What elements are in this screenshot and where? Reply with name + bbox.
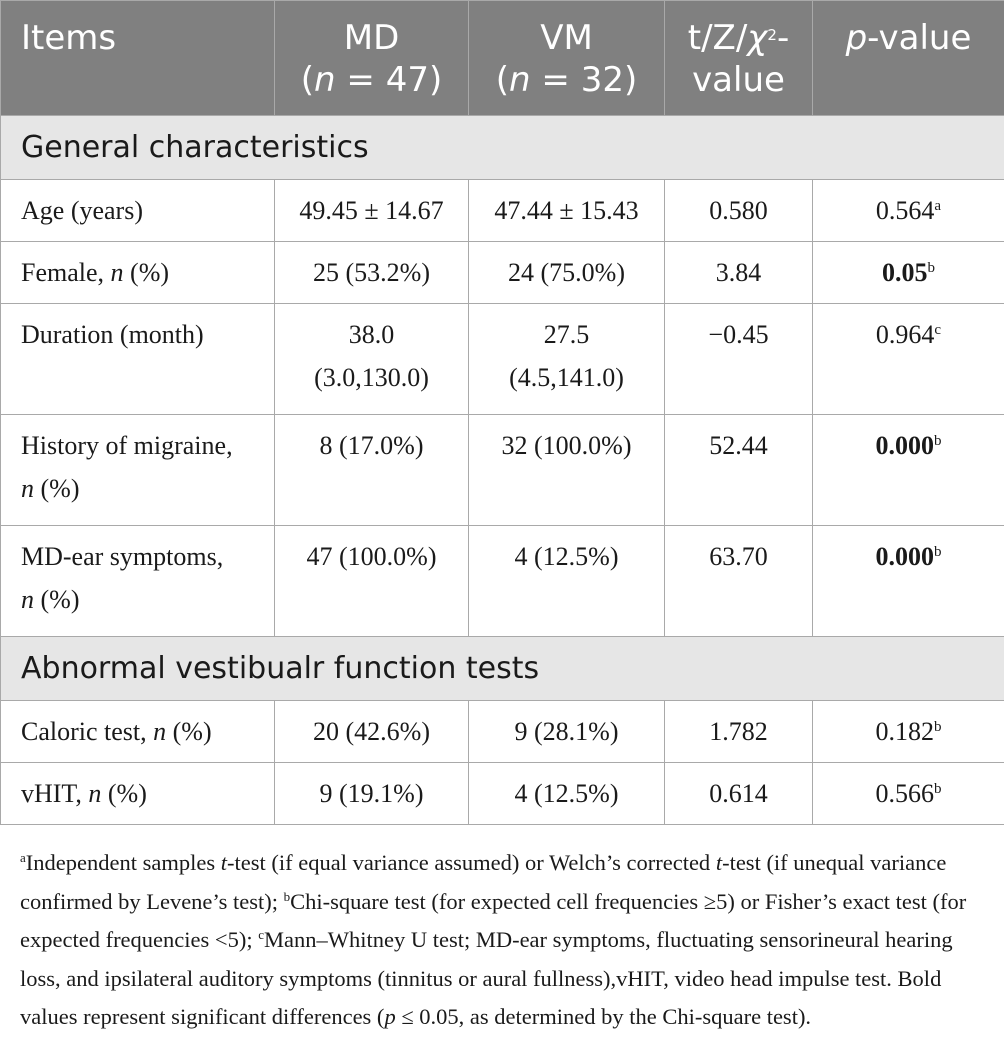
row-label: Duration (month)	[1, 304, 275, 415]
vm-value: 4 (12.5%)	[469, 763, 665, 825]
table-row	[1, 304, 1004, 415]
table-footnote: $^a$Independent samples t-test (if equal variance assumed) or Welch’s corrected t-test (if unequal variance confirmed by Levene’s test); $^b$Chi-square test (for expected cell frequencies ≥5) or Fisher’s exact test (for expected frequencies <5); $^c$Mann–Whitney U test; MD-ear symptoms, fluctuating sensorineural hearing loss, and ipsilateral auditory symptoms (tinnitus or aural fullness),vHIT, video head impulse test. Bold values represent significant differences (p ≤ 0.05, as determined by the Chi-square test).	[20, 850, 967, 1029]
vm-value: 47.44 ± 15.43	[469, 180, 665, 242]
md-value: 47 (100.0%)	[275, 526, 469, 637]
stat-value: 3.84	[665, 242, 813, 304]
p-value: 0.000$^b$	[813, 415, 1004, 526]
row-label: vHIT, n (%)	[1, 763, 275, 825]
header-items: Items	[1, 1, 275, 116]
section-title: Abnormal vestibualr function tests	[1, 637, 1004, 701]
section-vestibular	[1, 637, 1004, 701]
p-value: 0.964$^c$	[813, 304, 1004, 415]
header-md: MD (n = 47)	[275, 1, 469, 116]
table-row	[1, 763, 1004, 825]
p-value: 0.182$^b$	[813, 701, 1004, 763]
p-value: 0.05$^b$	[813, 242, 1004, 304]
stat-value: 0.614	[665, 763, 813, 825]
header-p-value: p-value	[813, 1, 1004, 116]
table-row	[1, 180, 1004, 242]
md-value: 38.0 (3.0,130.0)	[275, 304, 469, 415]
table-row	[1, 701, 1004, 763]
md-value: 25 (53.2%)	[275, 242, 469, 304]
p-value: 0.564$^a$	[813, 180, 1004, 242]
table-row	[1, 415, 1004, 526]
table-row	[1, 242, 1004, 304]
row-label: Age (years)	[1, 180, 275, 242]
vm-value: 27.5 (4.5,141.0)	[469, 304, 665, 415]
stat-value: 1.782	[665, 701, 813, 763]
vm-value: 9 (28.1%)	[469, 701, 665, 763]
md-value: 20 (42.6%)	[275, 701, 469, 763]
header-vm: VM (n = 32)	[469, 1, 665, 116]
vm-value: 24 (75.0%)	[469, 242, 665, 304]
stat-value: 52.44	[665, 415, 813, 526]
row-label: History of migraine, n (%)	[1, 415, 275, 526]
md-value: 8 (17.0%)	[275, 415, 469, 526]
header-stat: $t/Z/\chi^2-$ value	[665, 1, 813, 116]
stat-value: 63.70	[665, 526, 813, 637]
vm-value: 32 (100.0%)	[469, 415, 665, 526]
md-value: 49.45 ± 14.67	[275, 180, 469, 242]
stat-value: 0.580	[665, 180, 813, 242]
row-label: Female, n (%)	[1, 242, 275, 304]
stat-value: −0.45	[665, 304, 813, 415]
row-label: MD-ear symptoms, n (%)	[1, 526, 275, 637]
p-value: 0.566$^b$	[813, 763, 1004, 825]
row-label: Caloric test, n (%)	[1, 701, 275, 763]
header-row	[1, 1, 1004, 116]
p-value: 0.000$^b$	[813, 526, 1004, 637]
section-title: General characteristics	[1, 116, 1004, 180]
vm-value: 4 (12.5%)	[469, 526, 665, 637]
section-general	[1, 116, 1004, 180]
table-row	[1, 526, 1004, 637]
md-value: 9 (19.1%)	[275, 763, 469, 825]
